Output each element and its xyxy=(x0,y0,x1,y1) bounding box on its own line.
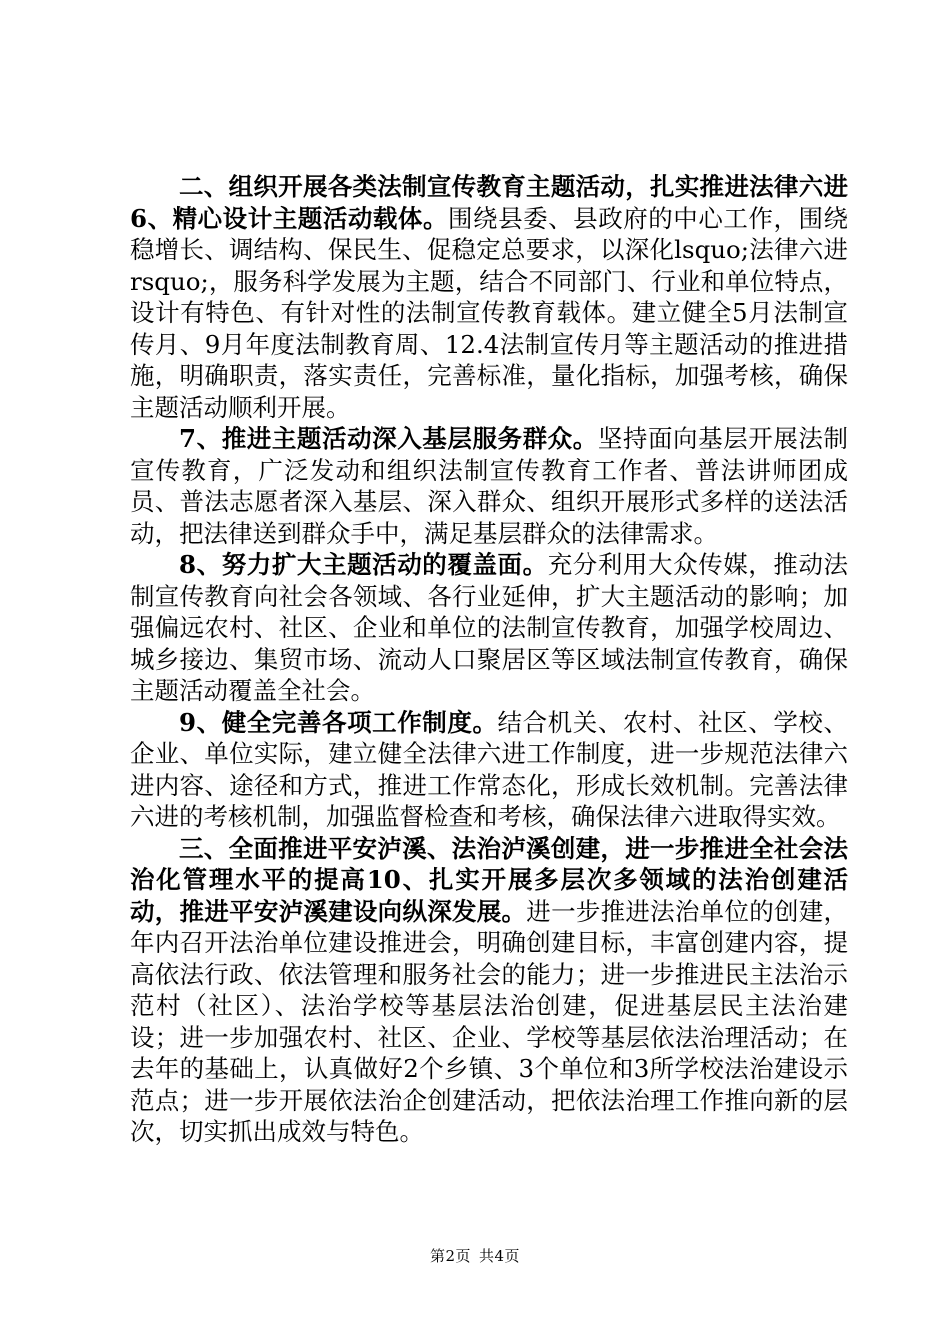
document-body xyxy=(130,171,848,1148)
page-number-current: 第2页 xyxy=(429,1247,471,1265)
page-footer xyxy=(0,1245,950,1266)
paragraph-item-8 xyxy=(130,549,848,707)
paragraph-item-7 xyxy=(130,423,848,549)
paragraph-item-9 xyxy=(130,707,848,833)
body-text: 坚持面向基层开展法制宣传教育，广泛发动和组织法制宣传教育工作者、普法讲师团成员、普法志愿者深入基层、深入群众、组织开展形式多样的送法活动，把法律送到群众手中，满足基层群众的法律需求。 xyxy=(130,424,849,548)
page-number-total: 共4页 xyxy=(479,1247,521,1265)
body-text: 围绕县委、县政府的中心工作，围绕稳增长、调结构、保民生、促稳定总要求，以深化lsquo;法律六进rsquo;，服务科学发展为主题，结合不同部门、行业和单位特点，设计有特色、有针对性的法制宣传教育载体。建立健全5月法制宣传月、9月年度法制教育周、12.4法制宣传月等主题活动的推进措施，明确职责，落实责任，完善标准，量化指标，加强考核，确保主题活动顺利开展。 xyxy=(130,203,849,422)
paragraph-section-2 xyxy=(130,171,848,423)
body-text: 充分利用大众传媒，推动法制宣传教育向社会各领域、各行业延伸，扩大主题活动的影响；加强偏远农村、社区、企业和单位的法制宣传教育，加强学校周边、城乡接边、集贸市场、流动人口聚居区等区域法制宣传教育，确保主题活动覆盖全社会。 xyxy=(130,550,849,705)
body-text: 结合机关、农村、社区、学校、企业、单位实际，建立健全法律六进工作制度，进一步规范法律六进内容、途径和方式，推进工作常态化，形成长效机制。完善法律六进的考核机制，加强监督检查和考核，确保法律六进取得实效。 xyxy=(130,707,849,831)
heading-text: 二、组织开展各类法制宣传教育主题活动，扎实推进法律六进6、精心设计主题活动载体。 xyxy=(130,172,848,233)
heading-text: 三、全面推进平安泸溪、法治泸溪创建，进一步推进全社会法治化管理水平的提高10、扎实开展多层次多领域的法治创建活动，推进平安泸溪建设向纵深发展。 xyxy=(130,833,848,926)
heading-text: 8、努力扩大主题活动的覆盖面。 xyxy=(179,550,548,579)
heading-text: 7、推进主题活动深入基层服务群众。 xyxy=(179,424,598,453)
body-text: 进一步推进法治单位的创建，年内召开法治单位建设推进会，明确创建目标，丰富创建内容，提高依法行政、依法管理和服务社会的能力；进一步推进民主法治示范村（社区）、法治学校等基层法治创建，促进基层民主法治建设；进一步加强农村、社区、企业、学校等基层依法治理活动；在去年的基础上，认真做好2个乡镇、3个单位和3所学校法治建设示范点；进一步开展依法治企创建活动，把依法治理工作推向新的层次，切实抓出成效与特色。 xyxy=(130,896,849,1146)
paragraph-section-3 xyxy=(130,833,848,1148)
heading-text: 9、健全完善各项工作制度。 xyxy=(179,707,498,737)
